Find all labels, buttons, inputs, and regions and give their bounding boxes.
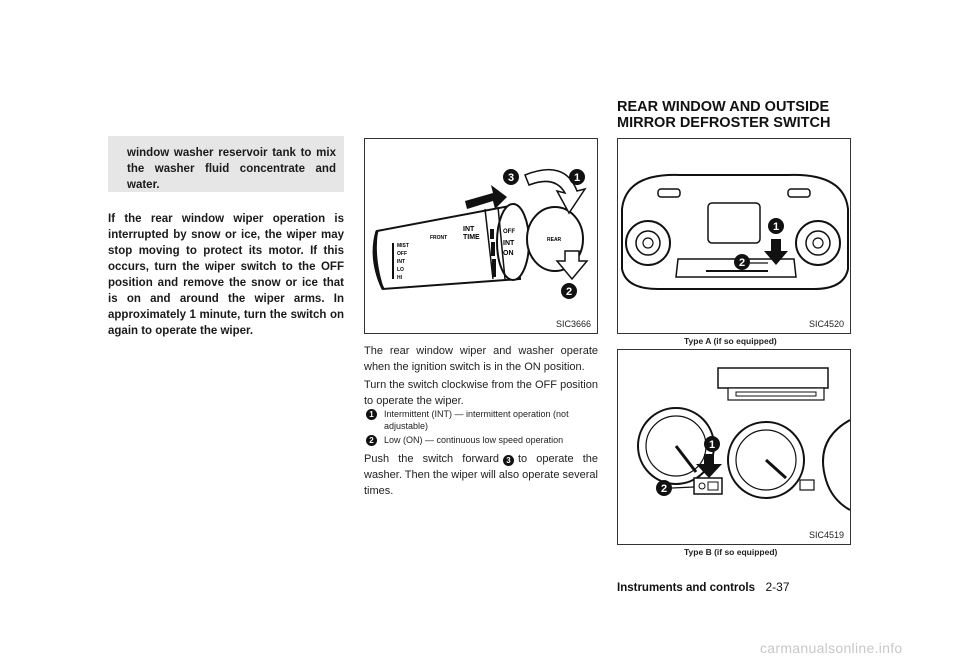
page-footer <box>617 578 851 596</box>
svg-text:1: 1 <box>772 221 780 233</box>
para-ignition: The rear window wiper and washer operate when the ignition switch is in the ON position. <box>364 345 598 373</box>
shaded-note <box>108 136 344 192</box>
label-rear-int: INT <box>503 240 515 247</box>
type-a-illustration <box>618 139 850 317</box>
label-hi: HI <box>397 275 402 281</box>
watermark: carmanualsonline.info <box>760 640 903 656</box>
svg-text:1: 1 <box>573 172 581 184</box>
label-off: OFF <box>397 251 407 257</box>
defroster-type-a-figure <box>617 138 851 334</box>
svg-text:2: 2 <box>565 286 573 298</box>
label-rear-on: ON <box>503 250 514 257</box>
wiper-warning-paragraph: If the rear window wiper operation is interrupted by snow or ice, the wiper may stop moving to protect its motor. If this occurs, turn the wiper switch to the OFF position and remove the snow or ice that is on and around the wiper arms. In approximately 1 minute, turn the switch on again to operate the wiper. <box>108 213 344 337</box>
item-text: Intermittent (INT) — intermittent operation (not adjustable) <box>384 409 569 431</box>
heading-line-2: MIRROR DEFROSTER SWITCH <box>617 115 831 131</box>
label-int: INT <box>397 259 406 265</box>
heading-line-1: REAR WINDOW AND OUTSIDE <box>617 99 830 115</box>
item-number: 1 <box>366 409 377 420</box>
shaded-note-text: window washer reservoir tank to mix the washer fluid concentrate and water. <box>127 147 336 191</box>
callout-1 <box>569 169 585 185</box>
figure-code: SIC4520 <box>808 319 844 329</box>
svg-text:2: 2 <box>660 483 668 495</box>
callout-1 <box>768 218 784 234</box>
list-item-intermittent <box>366 408 598 432</box>
svg-text:2: 2 <box>738 257 746 269</box>
para-washer-end: to operate the washer. Then the wiper will also operate several times. <box>364 453 599 497</box>
caption-type-b: Type B (if so equipped) <box>684 547 778 557</box>
callout-2 <box>656 480 672 496</box>
page-number: 2-37 <box>765 580 790 594</box>
label-mist: MIST <box>397 243 409 249</box>
defroster-type-b-figure <box>617 349 851 545</box>
item-text: Low (ON) — continuous low speed operation <box>384 435 564 445</box>
list-item-low <box>366 434 598 446</box>
section-heading <box>617 99 830 131</box>
label-int-time-b: TIME <box>463 234 480 241</box>
para-washer-start: Push the switch forward <box>364 453 499 465</box>
callout-1 <box>704 436 720 452</box>
figure-code: SIC3666 <box>555 319 591 329</box>
callout-3 <box>503 169 519 185</box>
inline-number: 3 <box>503 455 514 466</box>
label-rear: REAR <box>547 237 562 243</box>
para-turn-switch: Turn the switch clockwise from the OFF position to operate the wiper. <box>364 379 598 407</box>
callout-2 <box>734 254 750 270</box>
type-b-illustration <box>618 350 850 528</box>
para-washer <box>364 451 598 499</box>
wiper-switch-illustration <box>365 139 597 317</box>
footer-section: Instruments and controls <box>617 582 756 594</box>
callout-2 <box>561 283 577 299</box>
wiper-switch-figure <box>364 138 598 334</box>
svg-text:3: 3 <box>507 172 515 184</box>
svg-text:1: 1 <box>708 439 716 451</box>
figure-code: SIC4519 <box>808 530 844 540</box>
item-number: 2 <box>366 435 377 446</box>
label-lo: LO <box>397 267 404 273</box>
label-int-time-a: INT <box>463 226 475 233</box>
label-rear-off: OFF <box>503 229 515 235</box>
caption-type-a: Type A (if so equipped) <box>684 336 777 346</box>
label-front: FRONT <box>430 235 448 241</box>
